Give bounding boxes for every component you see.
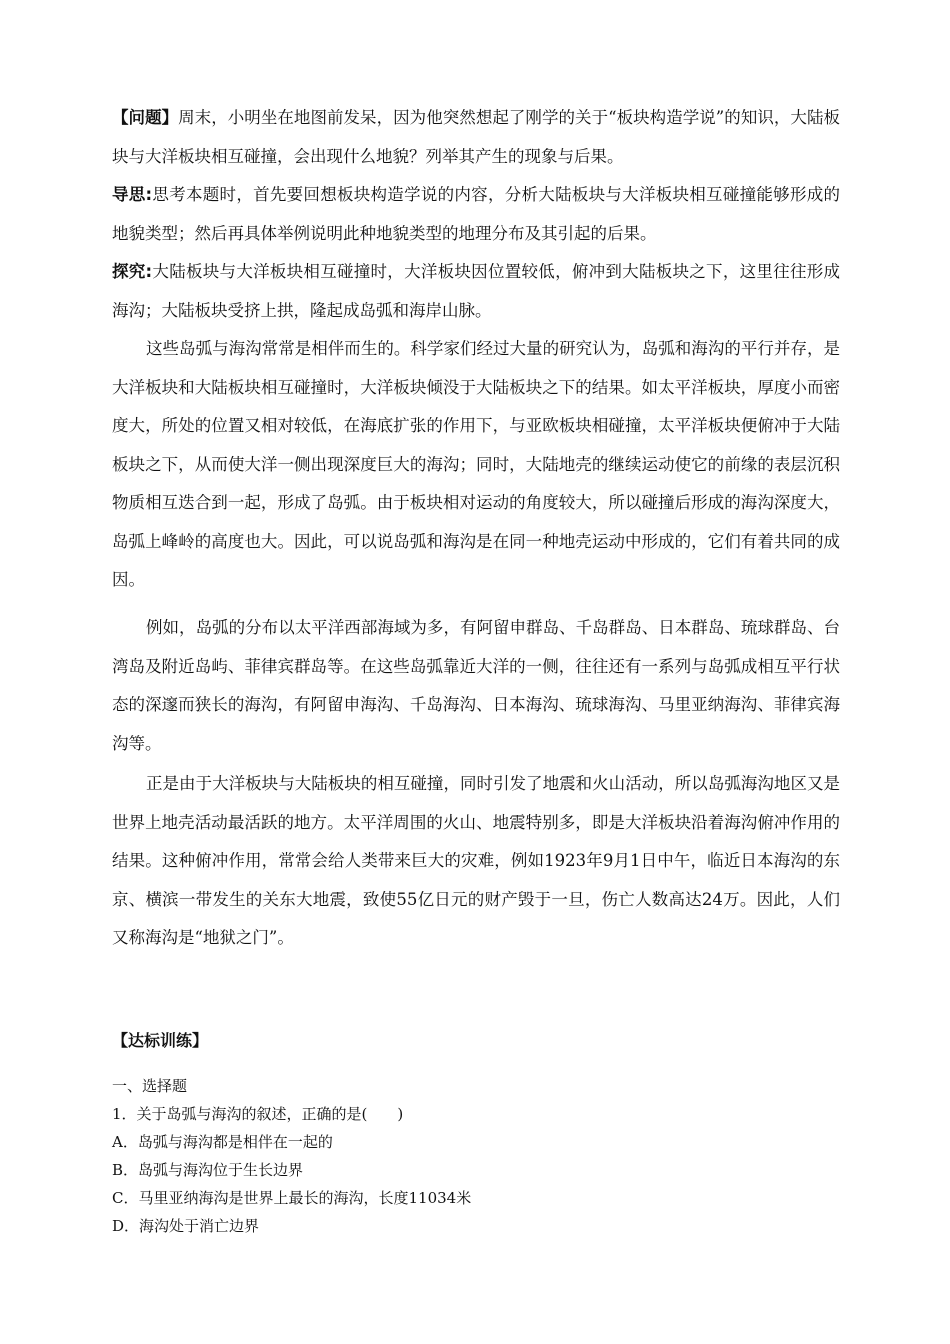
- guide-label: 导思:: [112, 185, 153, 204]
- option-c: C．马里亚纳海沟是世界上最长的海沟，长度11034米: [112, 1189, 472, 1207]
- option-a: A．岛弧与海沟都是相伴在一起的: [112, 1133, 333, 1151]
- question-paragraph: [112, 99, 840, 176]
- question-label: 【问题】: [112, 108, 179, 127]
- section-title: 一、选择题: [112, 1077, 188, 1095]
- guide-text: 思考本题时，首先要回想板块构造学说的内容，分析大陆板块与大洋板块相互碰撞能够形成的地貌类型；然后再具体举例说明此种地貌类型的地理分布及其引起的后果。: [112, 185, 840, 243]
- option-d: D．海沟处于消亡边界: [112, 1217, 260, 1235]
- guide-paragraph: [112, 176, 840, 253]
- body-paragraph: 例如，岛弧的分布以太平洋西部海域为多，有阿留申群岛、千岛群岛、日本群岛、琉球群岛、台湾岛及附近岛屿、菲律宾群岛等。在这些岛弧靠近大洋的一侧，往往还有一系列与岛弧成相互平行状态的深邃而狭长的海沟，有阿留申海沟、千岛海沟、日本海沟、琉球海沟、马里亚纳海沟、菲律宾海沟等。: [112, 618, 840, 753]
- explore-text: 大陆板块与大洋板块相互碰撞时，大洋板块因位置较低，俯冲到大陆板块之下，这里往往形成海沟；大陆板块受挤上拱，隆起成岛弧和海岸山脉。: [112, 262, 840, 320]
- explore-label: 探究:: [112, 262, 153, 281]
- option-b: B．岛弧与海沟位于生长边界: [112, 1161, 304, 1179]
- body-paragraph: 正是由于大洋板块与大陆板块的相互碰撞，同时引发了地震和火山活动，所以岛弧海沟地区又是世界上地壳活动最活跃的地方。太平洋周围的火山、地震特别多，即是大洋板块沿着海沟俯冲作用的结果。这种俯冲作用，常常会给人类带来巨大的灾难，例如1923年9月1日中午，临近日本海沟的东京、横滨一带发生的关东大地震，致使55亿日元的财产毁于一旦，伤亡人数高达24万。因此，人们又称海沟是“地狱之门”。: [112, 774, 840, 947]
- explore-paragraph: [112, 253, 840, 330]
- question-stem: 1．关于岛弧与海沟的叙述，正确的是( ): [112, 1105, 404, 1123]
- question-text: 周末，小明坐在地图前发呆，因为他突然想起了刚学的关于“板块构造学说”的知识，大陆板块与大洋板块相互碰撞，会出现什么地貌？列举其产生的现象与后果。: [112, 108, 841, 166]
- training-heading: 【达标训练】: [112, 1031, 209, 1050]
- body-paragraph: 这些岛弧与海沟常常是相伴而生的。科学家们经过大量的研究认为，岛弧和海沟的平行并存，是大洋板块和大陆板块相互碰撞时，大洋板块倾没于大陆板块之下的结果。如太平洋板块，厚度小而密度大，所处的位置又相对较低，在海底扩张的作用下，与亚欧板块相碰撞，太平洋板块便俯冲于大陆板块之下，从而使大洋一侧出现深度巨大的海沟；同时，大陆地壳的继续运动使它的前缘的表层沉积物质相互迭合到一起，形成了岛弧。由于板块相对运动的角度较大，所以碰撞后形成的海沟深度大，岛弧上峰岭的高度也大。因此，可以说岛弧和海沟是在同一种地壳运动中形成的，它们有着共同的成因。: [112, 339, 840, 589]
